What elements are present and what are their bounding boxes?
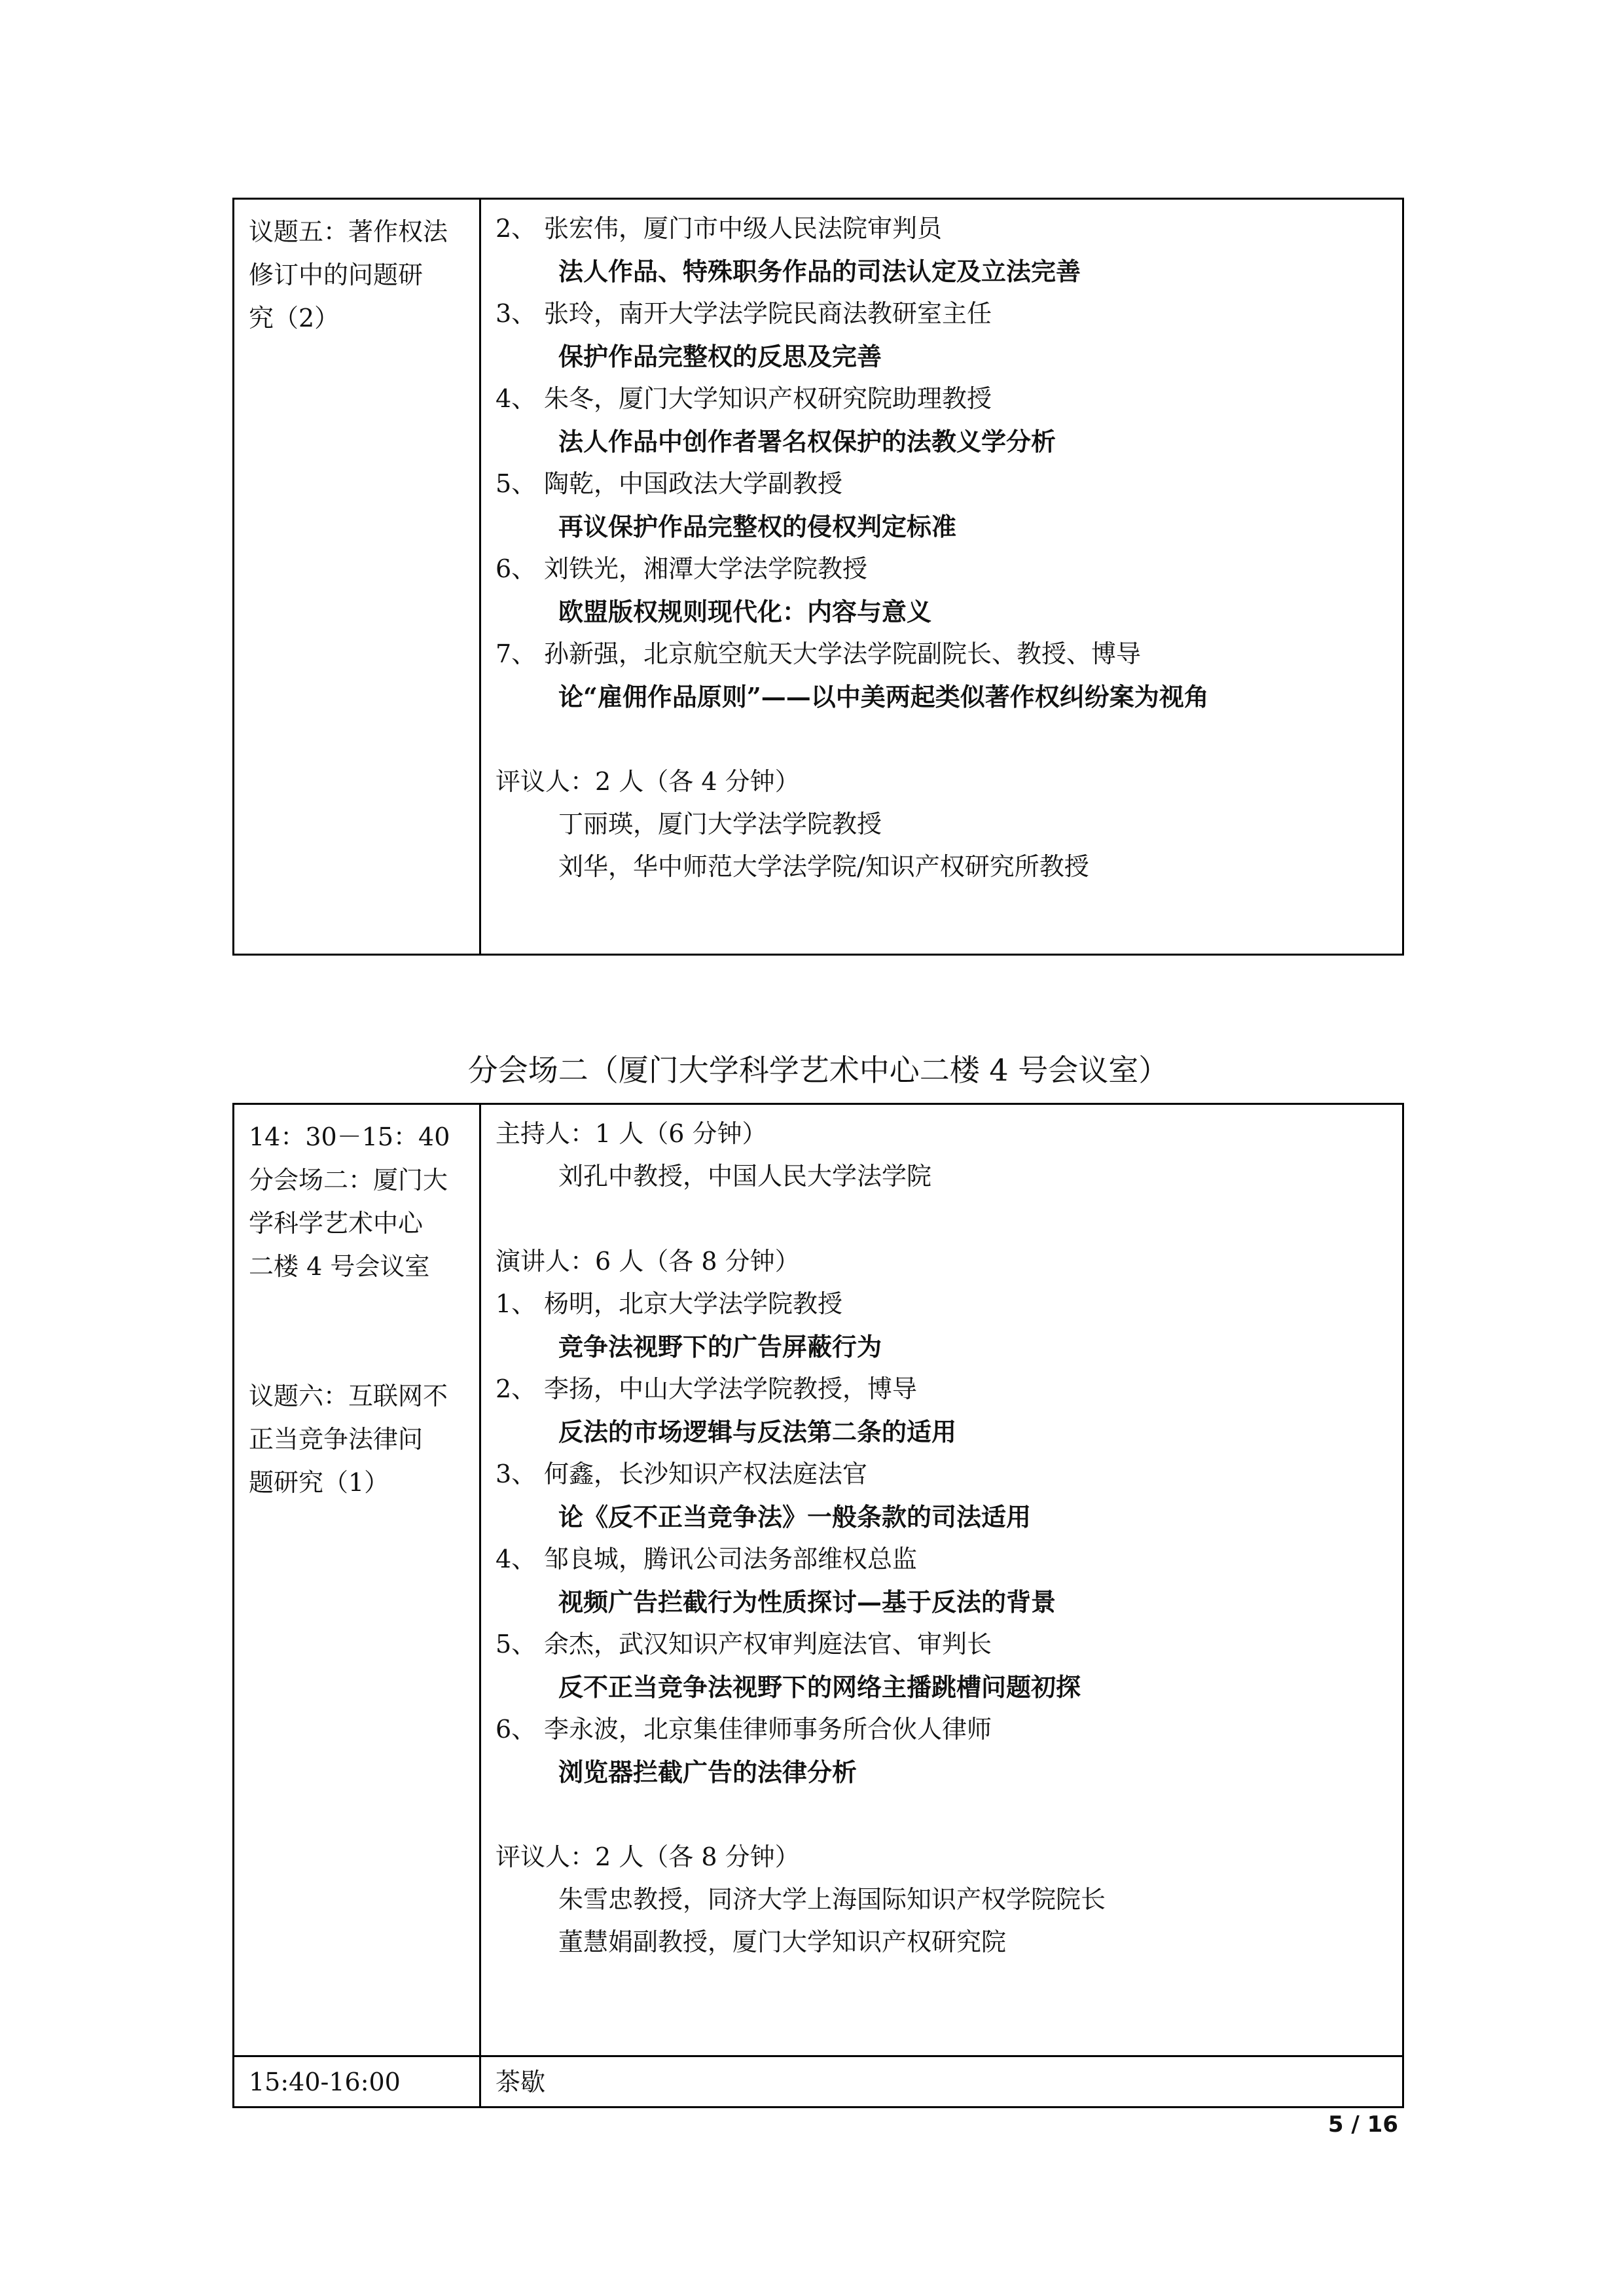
reviewers-heading: 评议人：2 人（各 4 分钟） (496, 767, 800, 796)
talk-title: 欧盟版权规则现代化：内容与意义 (558, 597, 932, 626)
reviewer-item: 朱雪忠教授，同济大学上海国际知识产权学院院长 (558, 1885, 1106, 1914)
session-table-1 (232, 198, 1404, 956)
session-venue: 分会场二：厦门大 学科学艺术中心 二楼 4 号会议室 (249, 1166, 448, 1281)
talk-title: 论“雇佣作品原则”——以中美两起类似著作权纠纷案为视角 (558, 682, 1209, 711)
speaker-item: 6、 李永波，北京集佳律师事务所合伙人律师 (496, 1715, 992, 1744)
reviewers-heading: 评议人：2 人（各 8 分钟） (496, 1842, 800, 1871)
speaker-item: 5、 陶乾，中国政法大学副教授 (496, 469, 843, 498)
speaker-item: 6、 刘铁光，湘潭大学法学院教授 (496, 554, 868, 583)
reviewer-item: 董慧娟副教授，厦门大学知识产权研究院 (558, 1928, 1007, 1956)
session-time: 14：30－15：40 (249, 1122, 450, 1151)
session-caption: 分会场二（厦门大学科学艺术中心二楼 4 号会议室） (467, 1052, 1169, 1088)
agenda-right-cell (480, 199, 1403, 955)
page-number: 5 / 16 (1327, 2111, 1398, 2138)
speaker-item: 2、 李扬，中山大学法学院教授，博导 (496, 1374, 918, 1403)
speaker-item: 4、 邹良城，腾讯公司法务部维权总监 (496, 1545, 918, 1573)
speaker-item: 5、 余杰，武汉知识产权审判庭法官、审判长 (496, 1630, 992, 1659)
topic-5-title: 议题五：著作权法 修订中的问题研 究（2） (249, 217, 448, 332)
talk-title: 论《反不正当竞争法》一般条款的司法适用 (558, 1502, 1032, 1532)
talk-title: 法人作品、特殊职务作品的司法认定及立法完善 (558, 257, 1081, 286)
reviewer-item: 刘华，华中师范大学法学院/知识产权研究所教授 (558, 852, 1089, 881)
talk-title: 视频广告拦截行为性质探讨—基于反法的背景 (558, 1587, 1056, 1617)
talk-title: 反法的市场逻辑与反法第二条的适用 (558, 1417, 957, 1446)
talk-title: 保护作品完整权的反思及完善 (558, 342, 882, 371)
speaker-item: 3、 何鑫，长沙知识产权法庭法官 (496, 1460, 868, 1488)
host-heading: 主持人：1 人（6 分钟） (496, 1119, 767, 1148)
speaker-item: 2、 张宏伟，厦门市中级人民法院审判员 (496, 214, 943, 243)
talk-title: 再议保护作品完整权的侵权判定标准 (558, 512, 957, 541)
speakers-heading: 演讲人：6 人（各 8 分钟） (496, 1247, 800, 1276)
host-name: 刘孔中教授，中国人民大学法学院 (558, 1162, 932, 1191)
agenda-right-cell (480, 1104, 1403, 2056)
talk-title: 反不正当竞争法视野下的网络主播跳槽问题初探 (558, 1672, 1081, 1702)
speaker-item: 1、 杨明，北京大学法学院教授 (496, 1289, 843, 1318)
reviewer-item: 丁丽瑛，厦门大学法学院教授 (558, 810, 882, 838)
talk-title: 浏览器拦截广告的法律分析 (558, 1757, 857, 1787)
speaker-item: 7、 孙新强，北京航空航天大学法学院副院长、教授、博导 (496, 639, 1142, 668)
speaker-item: 4、 朱冬，厦门大学知识产权研究院助理教授 (496, 384, 992, 413)
session-table-2 (232, 1103, 1404, 2108)
speaker-item: 3、 张玲，南开大学法学院民商法教研室主任 (496, 299, 992, 328)
talk-title: 竞争法视野下的广告屏蔽行为 (558, 1332, 882, 1361)
break-time-cell: 15:40-16:00 (234, 2056, 480, 2108)
talk-title: 法人作品中创作者署名权保护的法教义学分析 (558, 427, 1056, 456)
break-label-cell: 茶歇 (480, 2056, 1403, 2108)
agenda-left-cell (234, 1104, 480, 2056)
topic-6-title: 议题六：互联网不 正当竞争法律问 题研究（1） (249, 1382, 448, 1497)
agenda-left-cell (234, 199, 480, 955)
